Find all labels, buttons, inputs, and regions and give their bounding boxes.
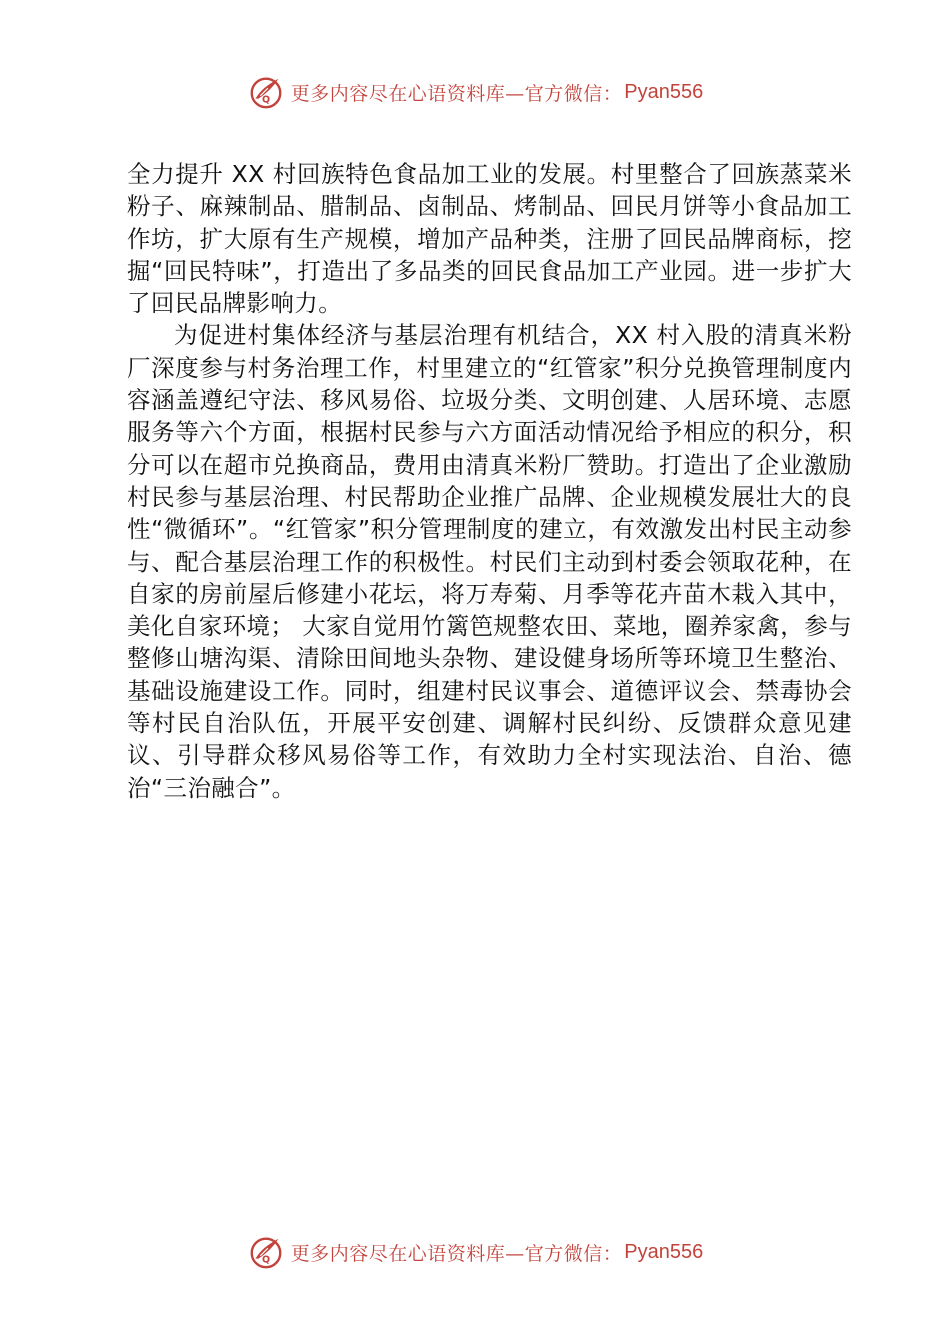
svg-text:Q: Q bbox=[261, 94, 270, 106]
watermark-contact: Pyan556 bbox=[624, 1240, 704, 1263]
document-body bbox=[127, 158, 852, 804]
watermark-text: 更多内容尽在心语资料库—官方微信： bbox=[290, 82, 623, 105]
watermark-contact: Pyan556 bbox=[624, 80, 704, 103]
quill-seal-icon bbox=[247, 73, 285, 111]
paragraph-2: 为促进村集体经济与基层治理有机结合，XX 村入股的清真米粉厂深度参与村务治理工作，村里建立的“红管家”积分兑换管理制度内容涵盖遵纪守法、移风易俗、垃圾分类、文明创建、人居环境、志愿服务等六个方面，根据村民参与六方面活动情况给予相应的积分，积分可以在超市兑换商品，费用由清真米粉厂赞助。打造出了企业激励村民参与基层治理、村民帮助企业推广品牌、企业规模发展壮大的良性“微循环”。“红管家”积分管理制度的建立，有效激发出村民主动参与、配合基层治理工作的积极性。村民们主动到村委会领取花种，在自家的房前屋后修建小花坛，将万寿菊、月季等花卉苗木栽入其中，美化自家环境； 大家自觉用竹篱笆规整农田、菜地，圈养家禽，参与整修山塘沟渠、清除田间地头杂物、建设健身场所等环境卫生整治、基础设施建设工作。同时，组建村民议事会、道德评议会、禁毒协会等村民自治队伍，开展平安创建、调解村民纠纷、反馈群众意见建议、引导群众移风易俗等工作，有效助力全村实现法治、自治、德治“三治融合”。 bbox=[127, 321, 852, 802]
footer-watermark bbox=[0, 1230, 950, 1274]
quill-seal-icon bbox=[247, 1233, 285, 1271]
header-watermark bbox=[0, 70, 950, 114]
watermark-text: 更多内容尽在心语资料库—官方微信： bbox=[290, 1242, 623, 1265]
paragraph-1: 全力提升 XX 村回族特色食品加工业的发展。村里整合了回族蒸菜米粉子、麻辣制品、腊制品、卤制品、烤制品、回民月饼等小食品加工作坊，扩大原有生产规模，增加产品种类，注册了回民品牌商标，挖掘“回民特味”，打造出了多品类的回民食品加工产业园。进一步扩大了回民品牌影响力。 bbox=[127, 160, 852, 318]
svg-text:Q: Q bbox=[261, 1254, 270, 1266]
